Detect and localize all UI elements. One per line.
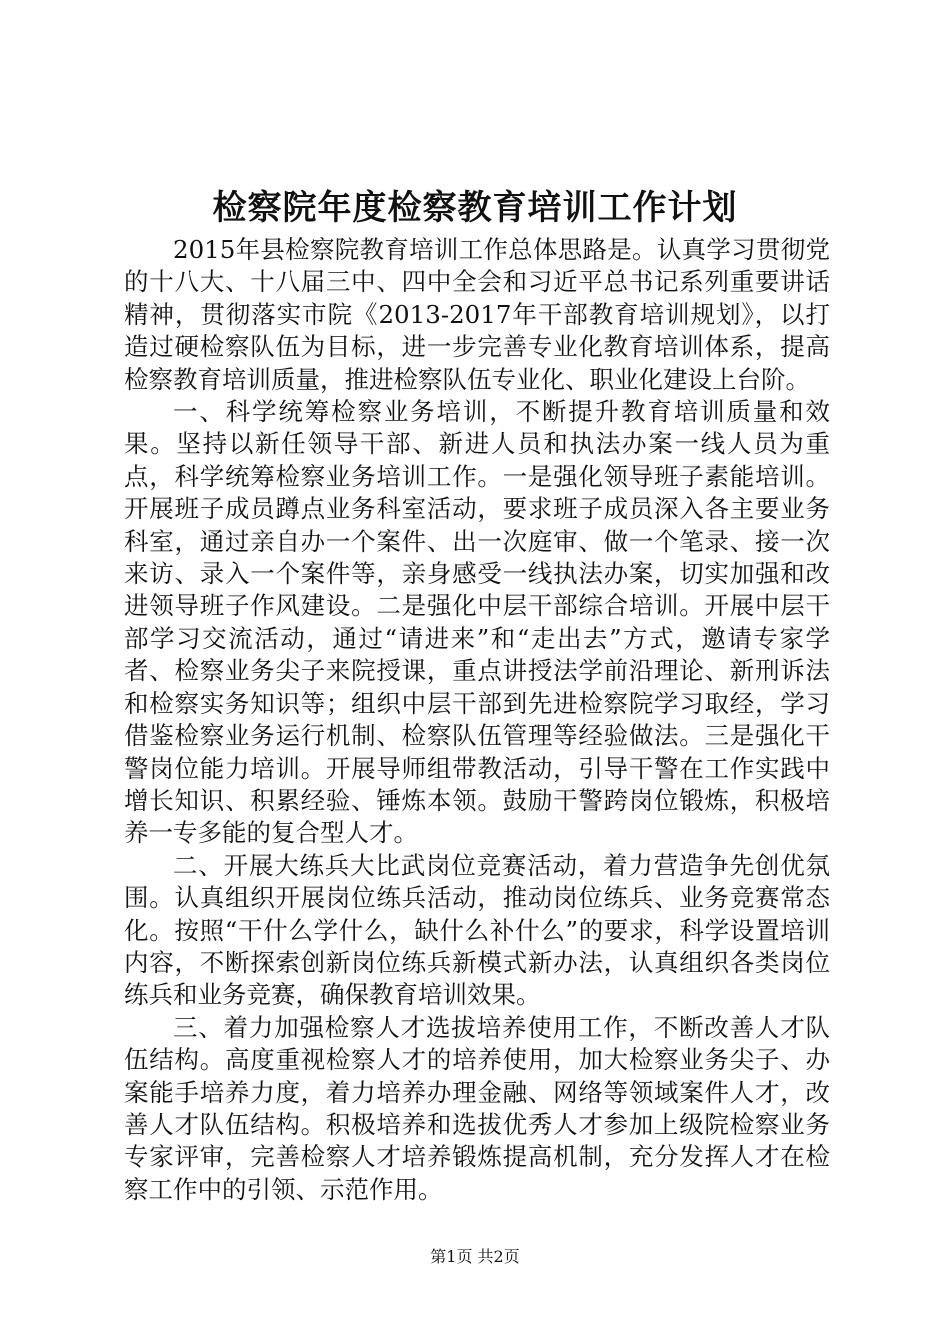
- document-title: 检察院年度检察教育培训工作计划: [212, 188, 738, 228]
- page-number-footer: 第1页 共2页: [430, 1247, 520, 1266]
- paragraph-intro: 2015年县检察院教育培训工作总体思路是。认真学习贯彻党的十八大、十八届三中、四中全会和习近平总书记系列重要讲话精神，贯彻落实市院《2013-2017年干部教育培训规划》，以打造过硬检察队伍为目标，进一步完善专业化教育培训体系，提高检察教育培训质量，推进检察队伍专业化、职业化建设上台阶。: [124, 235, 830, 394]
- document-body: [124, 234, 830, 1206]
- paragraph-section-2: 二、开展大练兵大比武岗位竞赛活动，着力营造争先创优氛围。认真组织开展岗位练兵活动，推动岗位练兵、业务竞赛常态化。按照“干什么学什么，缺什么补什么”的要求，科学设置培训内容，不断探索创新岗位练兵新模式新办法，认真组织各类岗位练兵和业务竞赛，确保教育培训效果。: [124, 850, 830, 1010]
- paragraph-section-3: 三、着力加强检察人才选拔培养使用工作，不断改善人才队伍结构。高度重视检察人才的培养使用，加大检察业务尖子、办案能手培养力度，着力培养办理金融、网络等领域案件人才，改善人才队伍结构。积极培养和选拔优秀人才参加上级院检察业务专家评审，完善检察人才培养锻炼提高机制，充分发挥人才在检察工作中的引领、示范作用。: [124, 1012, 830, 1204]
- paragraph-section-1: 一、科学统筹检察业务培训，不断提升教育培训质量和效果。坚持以新任领导干部、新进人员和执法办案一线人员为重点，科学统筹检察业务培训工作。一是强化领导班子素能培训。开展班子成员蹲点业务科室活动，要求班子成员深入各主要业务科室，通过亲自办一个案件、出一次庭审、做一个笔录、接一次来访、录入一个案件等，亲身感受一线执法办案，切实加强和改进领导班子作风建设。二是强化中层干部综合培训。开展中层干部学习交流活动，通过“请进来”和“走出去”方式，邀请专家学者、检察业务尖子来院授课，重点讲授法学前沿理论、新刑诉法和检察实务知识等；组织中层干部到先进检察院学习取经，学习借鉴检察业务运行机制、检察队伍管理等经验做法。三是强化干警岗位能力培训。开展导师组带教活动，引导干警在工作实践中增长知识、积累经验、锤炼本领。鼓励干警跨岗位锻炼，积极培养一专多能的复合型人才。: [124, 397, 830, 848]
